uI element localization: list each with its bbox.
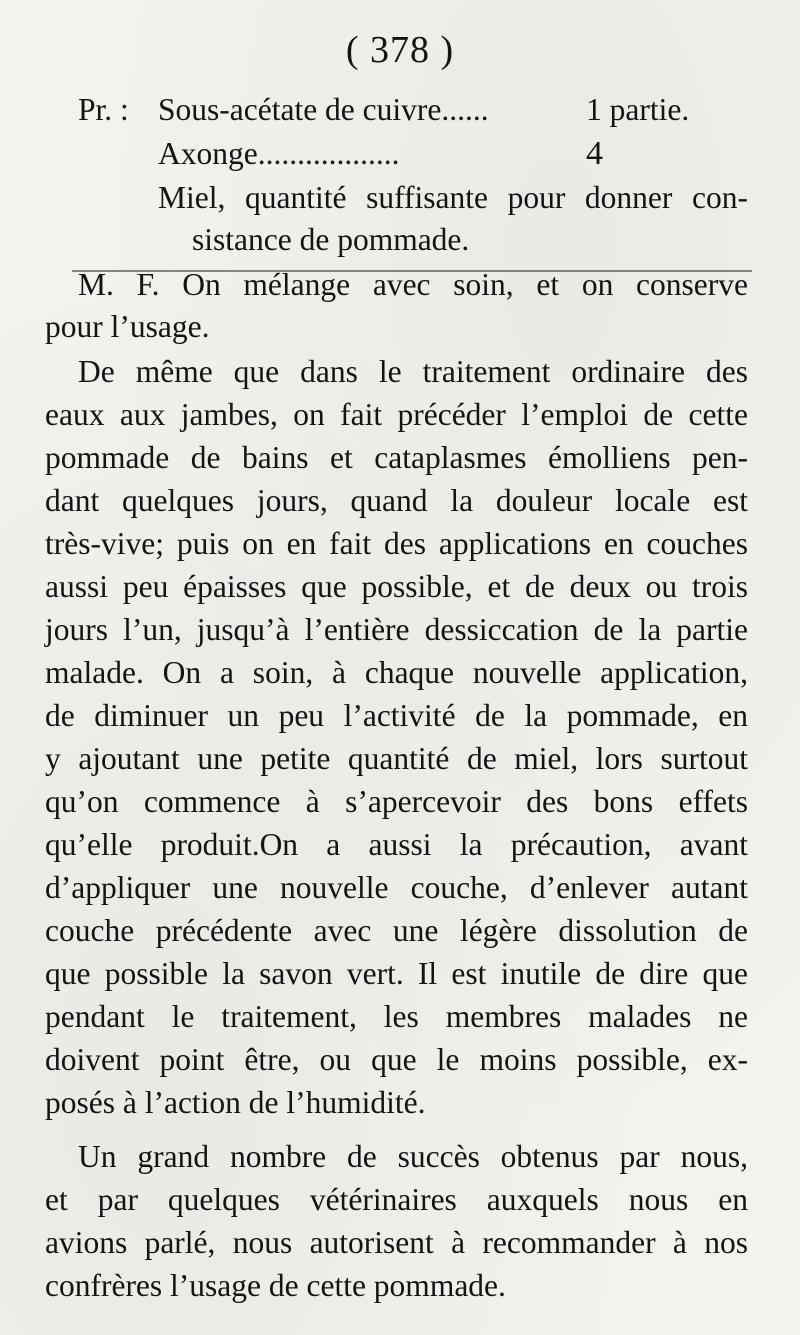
- paragraph-2-line: confrères l’usage de cette pommade.: [45, 1268, 506, 1303]
- paragraph-1-line: eaux aux jambes, on fait précéder l’emploi de cette: [45, 397, 748, 432]
- paragraph-1-line: très-vive; puis on en fait des applications en couches: [45, 526, 748, 561]
- page-number: ( 378 ): [345, 29, 455, 71]
- paragraph-2-line: avions parlé, nous autorisent à recommander à nos: [45, 1225, 748, 1260]
- recipe-ingredient-1-name: Sous-acétate de cuivre......: [158, 92, 489, 127]
- recipe-ingredient-2-name: Axonge..................: [158, 136, 400, 171]
- recipe-ingredient-1-qty: 1 partie.: [586, 92, 690, 127]
- paragraph-1-line: malade. On a soin, à chaque nouvelle application,: [45, 655, 748, 690]
- paragraph-1-line: pendant le traitement, les membres malades ne: [45, 999, 748, 1034]
- mf-line-1: M. F. On mélange avec soin, et on conserve: [78, 267, 748, 302]
- recipe-ingredient-2-qty: 4: [586, 135, 603, 172]
- paragraph-1-line: d’appliquer une nouvelle couche, d’enlever autant: [45, 870, 748, 905]
- mf-line-2: pour l’usage.: [45, 309, 210, 344]
- paragraph-1-line: aussi peu épaisses que possible, et de deux ou trois: [45, 569, 748, 604]
- paragraph-1-line: qu’elle produit.On a aussi la précaution, avant: [45, 827, 748, 862]
- paragraph-1-line: De même que dans le traitement ordinaire des: [78, 354, 748, 389]
- recipe-miel-line-2: sistance de pommade.: [192, 222, 470, 257]
- recipe-miel-line-1: Miel, quantité suffisante pour donner con-: [158, 180, 748, 215]
- paragraph-2-line: et par quelques vétérinaires auxquels nous en: [45, 1182, 748, 1217]
- paragraph-1-line: posés à l’action de l’humidité.: [45, 1085, 426, 1120]
- paragraph-1-line: de diminuer un peu l’activité de la pommade, en: [45, 698, 748, 733]
- paragraph-1-line: dant quelques jours, quand la douleur locale est: [45, 483, 748, 518]
- paragraph-1-line: doivent point être, ou que le moins possible, ex-: [45, 1042, 748, 1077]
- paragraph-1-line: pommade de bains et cataplasmes émolliens pen-: [45, 440, 748, 475]
- paragraph-1-line: jours l’un, jusqu’à l’entière dessiccation de la partie: [45, 612, 748, 647]
- recipe-prefix: Pr. :: [78, 92, 129, 127]
- paragraph-2-line: Un grand nombre de succès obtenus par nous,: [78, 1139, 748, 1174]
- paragraph-1-line: que possible la savon vert. Il est inutile de dire que: [45, 956, 748, 991]
- paragraph-1-line: qu’on commence à s’apercevoir des bons effets: [45, 784, 748, 819]
- paragraph-1-line: couche précédente avec une légère dissolution de: [45, 913, 748, 948]
- paragraph-1-line: y ajoutant une petite quantité de miel, lors surtout: [45, 741, 748, 776]
